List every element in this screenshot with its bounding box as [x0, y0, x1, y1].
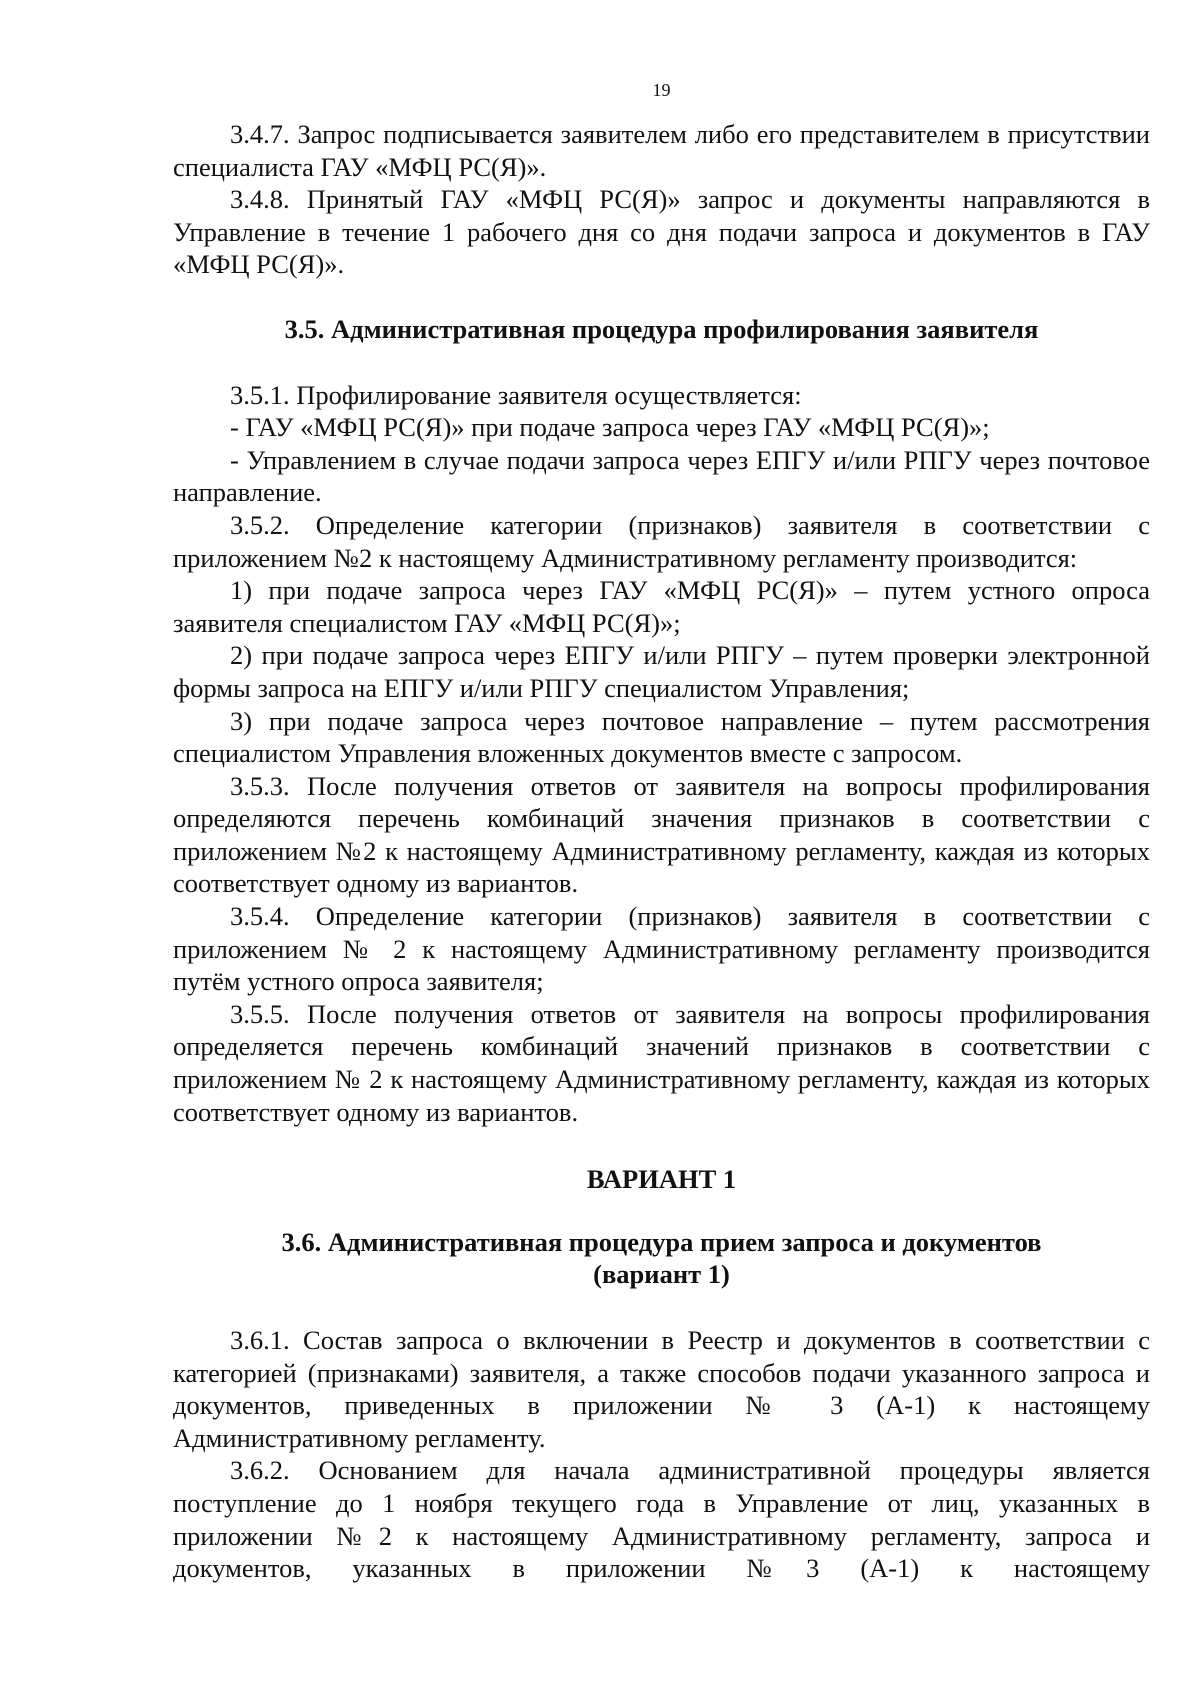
list-item-3: 3) при подаче запроса через почтовое направление – путем рассмотрения специалистом Управления вложенных документов вместе с запросом.	[173, 705, 1150, 769]
list-item-2: 2) при подаче запроса через ЕПГУ и/или РПГУ – путем проверки электронной формы запроса на ЕПГУ и/или РПГУ специалистом Управления;	[173, 640, 1150, 703]
paragraph-3-4-7: 3.4.7. Запрос подписывается заявителем либо его представителем в присутствии специалиста ГАУ «МФЦ РС(Я)».	[173, 119, 1150, 182]
paragraph-3-5-3: 3.5.3. После получения ответов от заявителя на вопросы профилирования определяются перечень комбинаций значения признаков в соответствии с приложением №2 к настоящему Административному регламенту, каждая из которых соответствует одному из вариантов.	[173, 770, 1150, 899]
list-item-1: 1) при подаче запроса через ГАУ «МФЦ РС(Я)» – путем устного опроса заявителя специалистом ГАУ «МФЦ РС(Я)»;	[173, 575, 1150, 638]
page-number: 19	[652, 80, 671, 100]
section-3-6-heading: 3.6. Административная процедура прием запроса и документов	[281, 1226, 1042, 1257]
list-item-mfc: - ГАУ «МФЦ РС(Я)» при подаче запроса через ГАУ «МФЦ РС(Я)»;	[230, 412, 990, 443]
section-3-5-heading: 3.5. Административная процедура профилирования заявителя	[284, 313, 1039, 344]
list-item-management: - Управлением в случае подачи запроса через ЕПГУ и/или РПГУ через почтовое направление.	[173, 444, 1150, 508]
paragraph-3-4-8: 3.4.8. Принятый ГАУ «МФЦ РС(Я)» запрос и документы направляются в Управление в течение 1 рабочего дня со дня подачи запроса и документов в ГАУ «МФЦ РС(Я)».	[173, 184, 1150, 280]
paragraph-3-5-4: 3.5.4. Определение категории (признаков) заявителя в соответствии с приложением № 2 к настоящему Административному регламенту производится путём устного опроса заявителя;	[173, 901, 1150, 997]
paragraph-3-6-1: 3.6.1. Состав запроса о включении в Реестр и документов в соответствии с категорией (признаками) заявителя, а также способов подачи указанного запроса и документов, приведенных в приложении № 3 (А-1) к настоящему Административному регламенту.	[173, 1325, 1150, 1453]
paragraph-3-6-2: 3.6.2. Основанием для начала административной процедуры является поступление до 1 ноября текущего года в Управление от лиц, указанных в приложении №2 к настоящему Административному регламенту, запроса и документов, указанных в приложении №3 (А-1) к настоящему	[173, 1455, 1150, 1584]
paragraph-3-5-1: 3.5.1. Профилирование заявителя осуществляется:	[230, 379, 802, 410]
variant-heading: ВАРИАНТ 1	[586, 1164, 737, 1195]
paragraph-3-5-5: 3.5.5. После получения ответов от заявителя на вопросы профилирования определяется перечень комбинаций значений признаков в соответствии с приложением № 2 к настоящему Административному регламенту, каждая из которых соответствует одному из вариантов.	[173, 998, 1150, 1127]
section-3-6-subheading: (вариант 1)	[593, 1259, 730, 1290]
document-page	[173, 78, 1150, 1585]
paragraph-3-5-2: 3.5.2. Определение категории (признаков) заявителя в соответствии с приложением №2 к настоящему Административному регламенту производится:	[173, 509, 1150, 573]
